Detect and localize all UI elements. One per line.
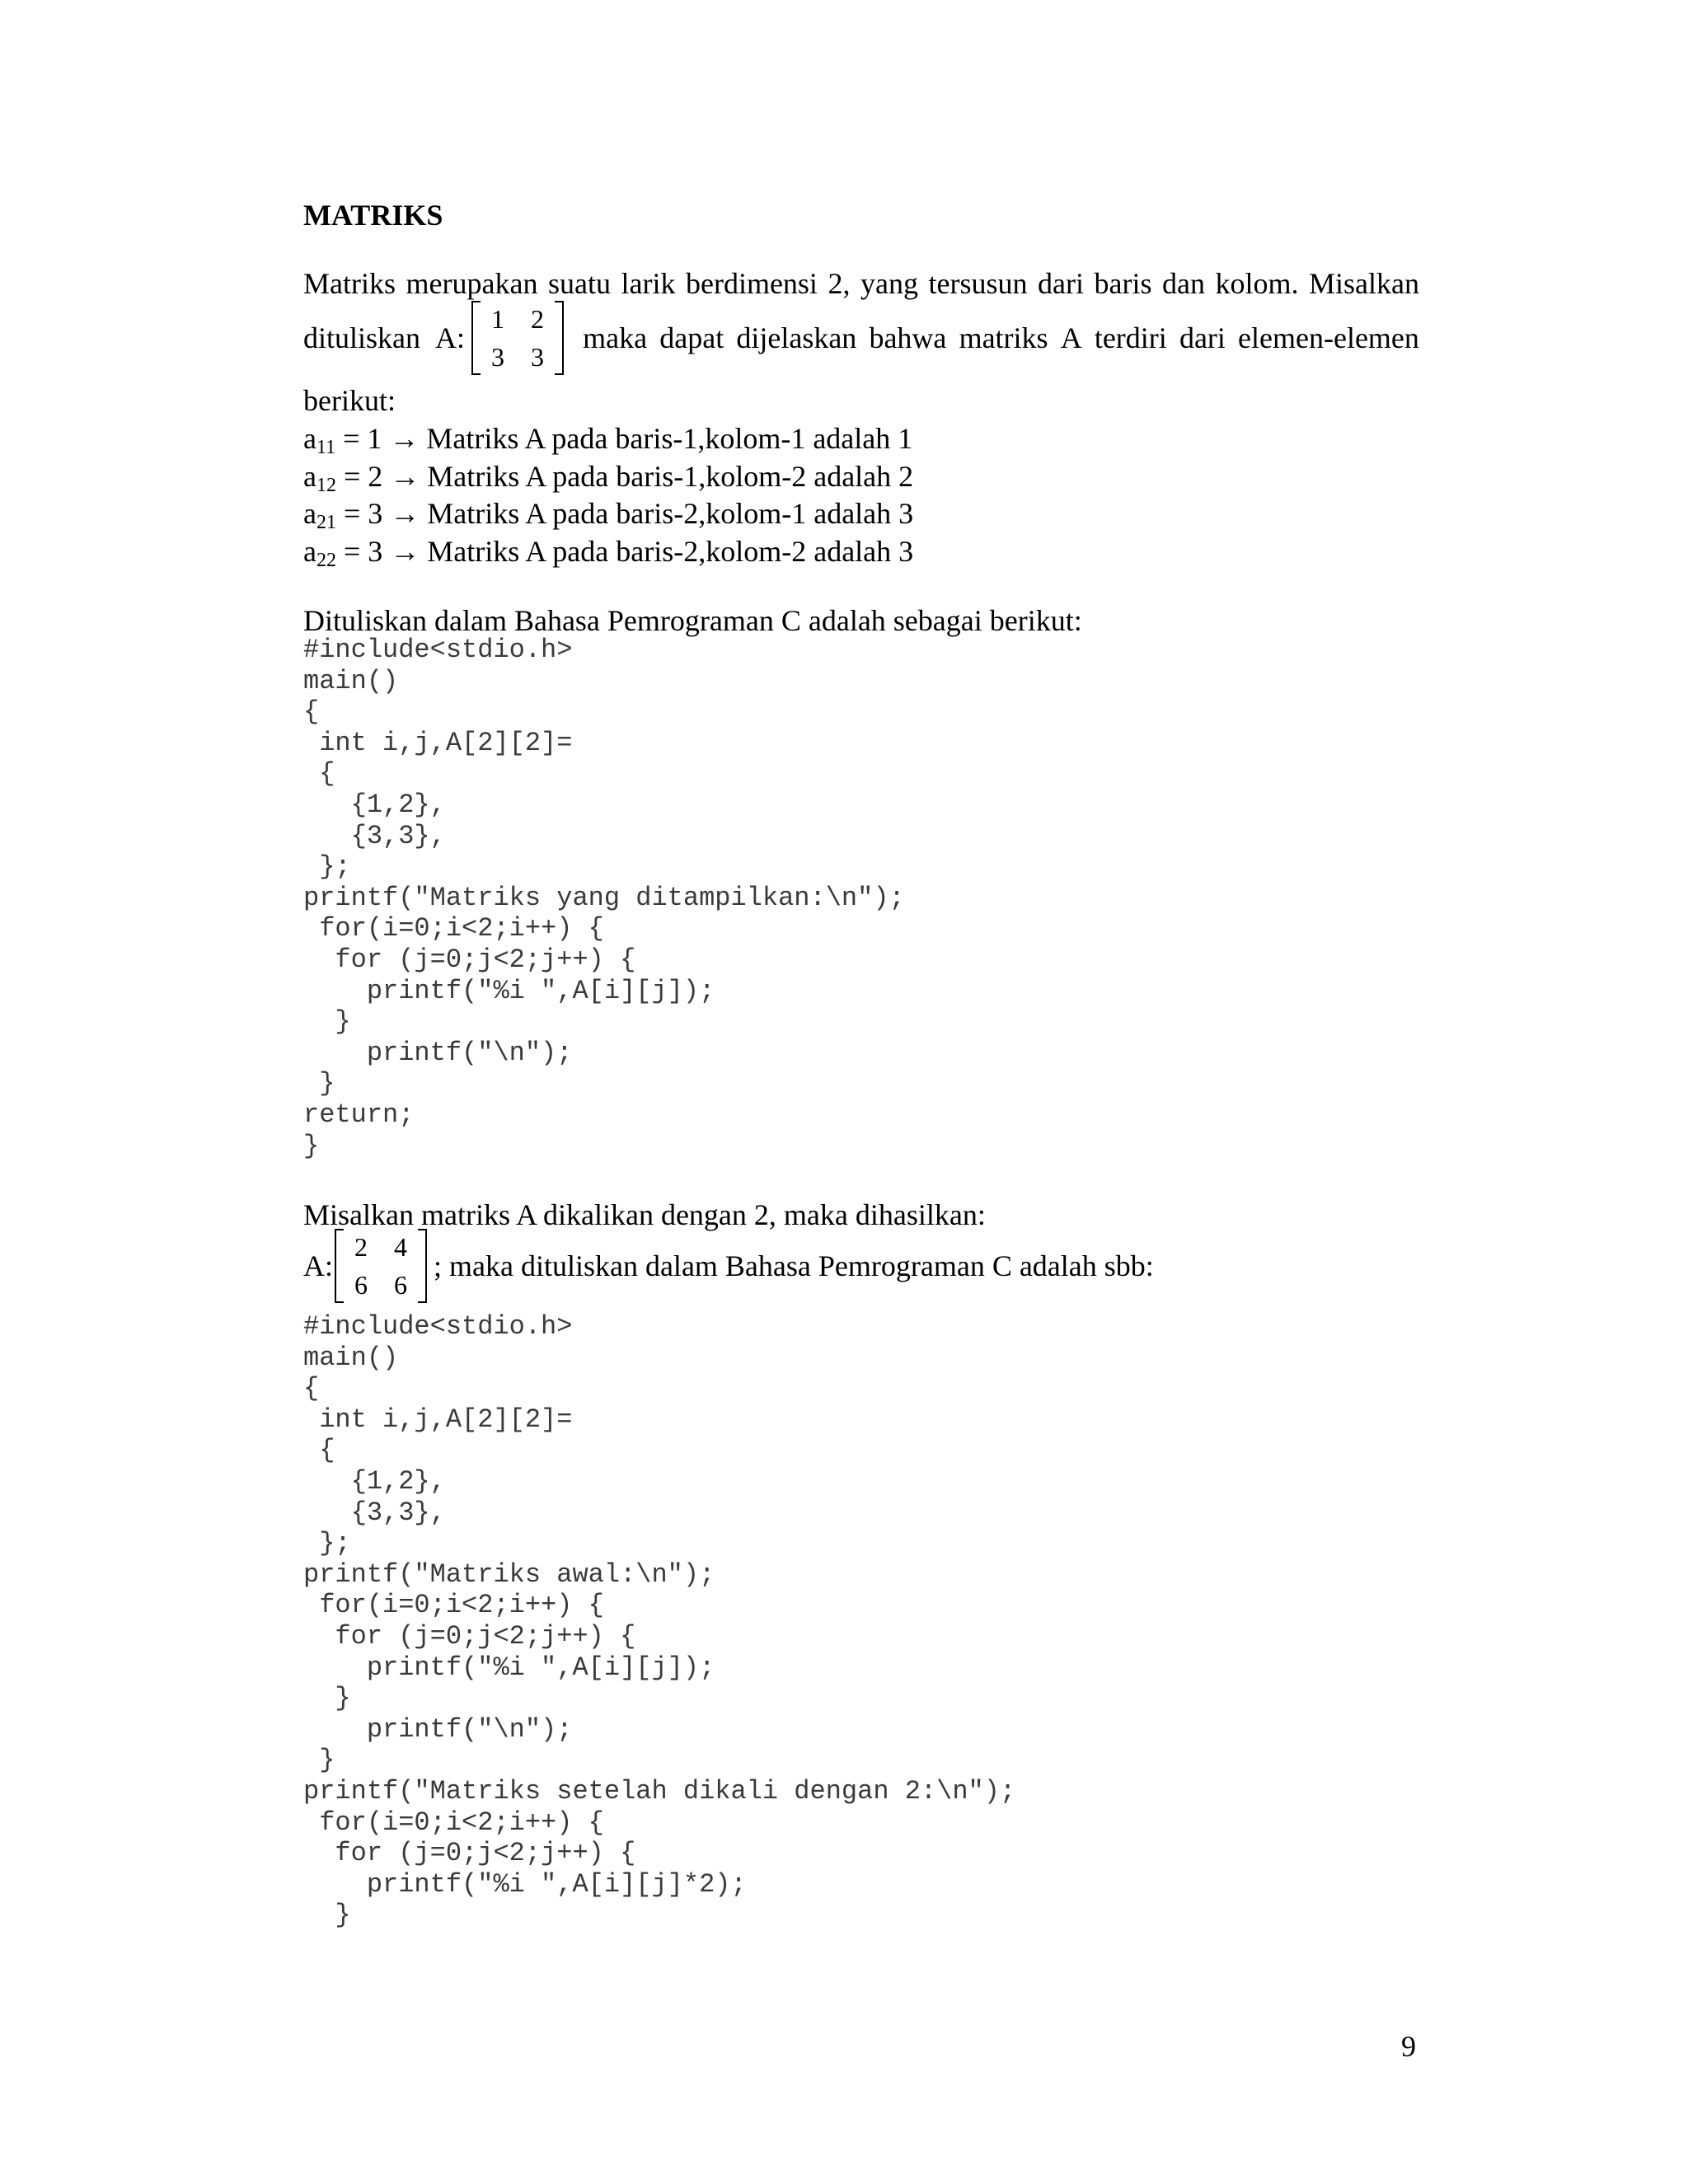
intro-word: bahwa (869, 321, 947, 354)
matrix-result-cell: 6 (354, 1270, 368, 1300)
matrix-a-cell: 3 (531, 342, 544, 372)
matrix-result-right-bracket (418, 1229, 427, 1303)
result-suffix: ; maka dituliskan dalam Bahasa Pemrograman C adalah sbb: (434, 1249, 1154, 1282)
result-line (303, 1225, 1419, 1307)
page-number: 9 (1401, 2030, 1416, 2063)
intro-line-1: Matriks merupakan suatu larik berdimensi 2, yang tersusun dari baris dan kolom. Misalkan (303, 267, 1419, 300)
matrix-a-cell: 1 (491, 304, 504, 334)
intro-word: dapat (659, 321, 724, 354)
matrix-result-cell: 4 (394, 1232, 407, 1262)
intro-word: terdiri (1094, 321, 1167, 354)
matrix-result-cell: 6 (394, 1270, 407, 1300)
intro-word: dari (1179, 321, 1226, 354)
matrix-a-cell: 2 (531, 304, 544, 334)
intro-word: matriks (959, 321, 1048, 354)
intro-line-3: berikut: (303, 384, 396, 417)
intro-prefix: dituliskan (303, 321, 420, 354)
code-block-1: #include<stdio.h> main() { int i,j,A[2][2]= { {1,2}, {3,3}, }; printf("Matriks yang ditampilkan:\n"); for(i=0;i<2;i++) { for (j=0;j<2;j++) { printf("%i ",A[i][j]); } printf("\n"); } return; } (303, 635, 905, 1161)
matrix-a-right-bracket (555, 301, 564, 375)
matrix-a (471, 301, 564, 375)
code-block-2: #include<stdio.h> main() { int i,j,A[2][2]= { {1,2}, {3,3}, }; printf("Matriks awal:\n"); for(i=0;i<2;i++) { for (j=0;j<2;j++) { printf("%i ",A[i][j]); } printf("\n"); } printf("Matriks setelah dikali dengan 2:\n"); for(i=0;i<2;i++) { for (j=0;j<2;j++) { printf("%i ",A[i][j]*2); } (303, 1311, 1016, 1931)
matrix-result-cell: 2 (354, 1232, 368, 1262)
result-label: A: (303, 1249, 333, 1282)
matrix-result-left-bracket (335, 1229, 344, 1303)
matrix-a-cell: 3 (491, 342, 504, 372)
matrix-a-label: A: (435, 321, 465, 354)
intro-word: dijelaskan (736, 321, 857, 354)
element-line: $a_{21} = 3$ → Matriks A pada baris-2,kolom-1 adalah 3 (303, 497, 914, 533)
section-heading: MATRIKS (303, 199, 443, 232)
intro-word: A (1060, 321, 1082, 354)
matrix-a-left-bracket (471, 301, 481, 375)
element-line: $a_{11} = 1$ → Matriks A pada baris-1,kolom-1 adalah 1 (303, 422, 913, 458)
element-line: $a_{12} = 2$ → Matriks A pada baris-1,kolom-2 adalah 2 (303, 460, 914, 496)
code-intro: Dituliskan dalam Bahasa Pemrograman C adalah sebagai berikut: (303, 604, 1082, 637)
multiply-intro: Misalkan matriks A dikalikan dengan 2, maka dihasilkan: (303, 1198, 986, 1231)
element-line: $a_{22} = 3$ → Matriks A pada baris-2,kolom-2 adalah 3 (303, 535, 914, 571)
intro-prefix-group (303, 301, 570, 375)
matrix-result (335, 1229, 427, 1303)
intro-word: maka (583, 321, 648, 354)
intro-word: elemen-elemen (1238, 321, 1419, 354)
intro-line-2 (303, 297, 1419, 379)
